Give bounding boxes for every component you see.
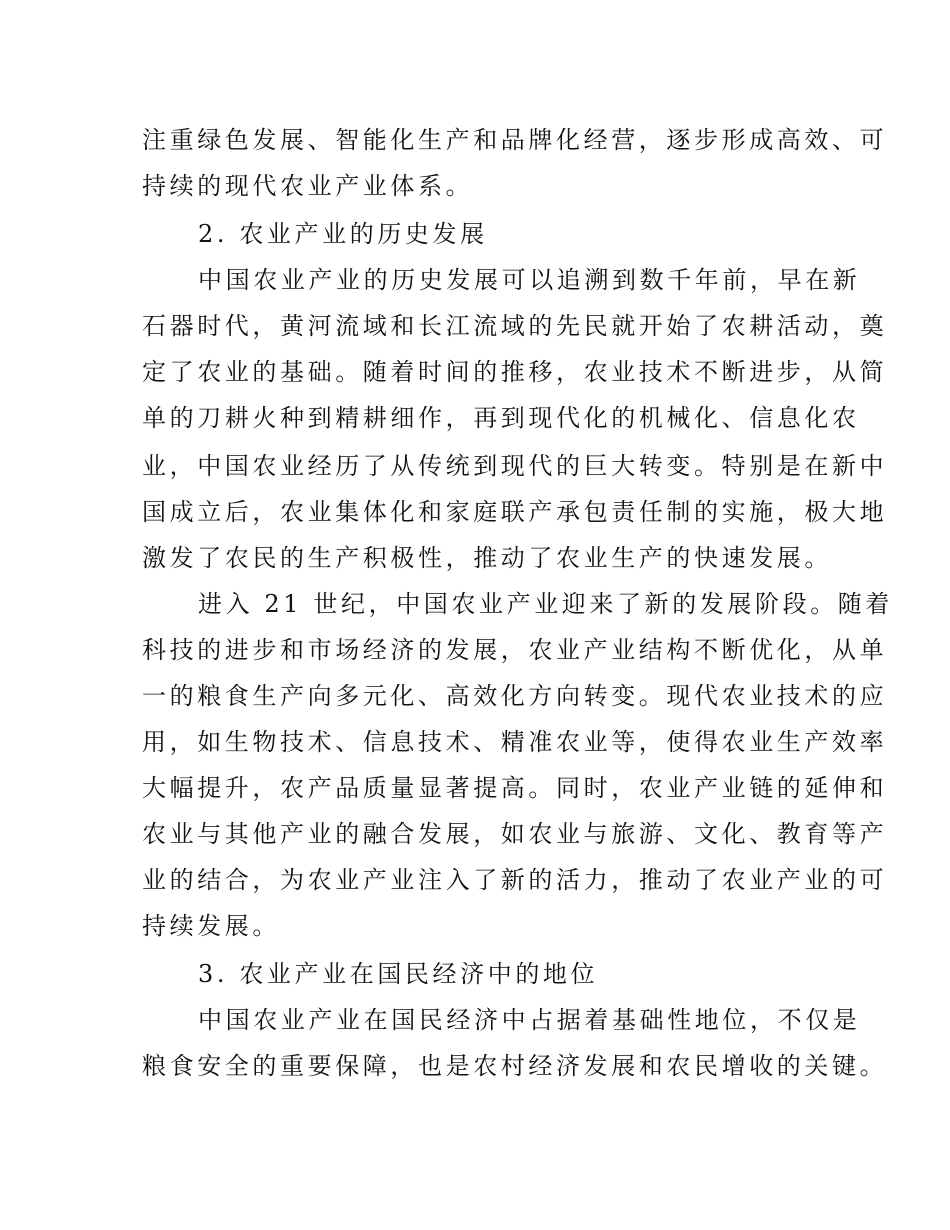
- body-text-line: 注重绿色发展、智能化生产和品牌化经营，逐步形成高效、可: [142, 126, 888, 154]
- body-text-line: 单的刀耕火种到精耕细作，再到现代化的机械化、信息化农: [142, 404, 860, 432]
- body-text-line: 科技的进步和市场经济的发展，农业产业结构不断优化，从单: [142, 636, 888, 664]
- section-heading: 2. 农业产业的历史发展: [198, 220, 488, 248]
- body-text-line: 用，如生物技术、信息技术、精准农业等，使得农业生产效率: [142, 728, 888, 756]
- body-text-line: 粮食安全的重要保障，也是农村经济发展和农民增收的关键。: [142, 1052, 888, 1080]
- body-text-line: 一的粮食生产向多元化、高效化方向转变。现代农业技术的应: [142, 682, 888, 710]
- body-text-line: 定了农业的基础。随着时间的推移，农业技术不断进步，从简: [142, 358, 888, 386]
- body-text-line: 激发了农民的生产积极性，推动了农业生产的快速发展。: [142, 544, 832, 572]
- body-text-line: 中国农业产业在国民经济中占据着基础性地位，不仅是: [198, 1006, 861, 1034]
- body-text-line: 石器时代，黄河流域和长江流域的先民就开始了农耕活动，奠: [142, 312, 888, 340]
- body-text-line: 进入 21 世纪，中国农业产业迎来了新的发展阶段。随着: [198, 590, 893, 618]
- body-text-line: 持续的现代农业产业体系。: [142, 172, 474, 200]
- body-text-line: 国成立后，农业集体化和家庭联产承包责任制的实施，极大地: [142, 498, 888, 526]
- body-text-line: 业的结合，为农业产业注入了新的活力，推动了农业产业的可: [142, 866, 888, 894]
- body-text-line: 持续发展。: [142, 912, 280, 940]
- body-text-line: 大幅提升，农产品质量显著提高。同时，农业产业链的延伸和: [142, 774, 888, 802]
- section-heading: 3. 农业产业在国民经济中的地位: [198, 960, 599, 988]
- body-text-line: 业，中国农业经历了从传统到现代的巨大转变。特别是在新中: [142, 452, 888, 480]
- body-text-line: 农业与其他产业的融合发展，如农业与旅游、文化、教育等产: [142, 820, 888, 848]
- body-text-line: 中国农业产业的历史发展可以追溯到数千年前，早在新: [198, 266, 861, 294]
